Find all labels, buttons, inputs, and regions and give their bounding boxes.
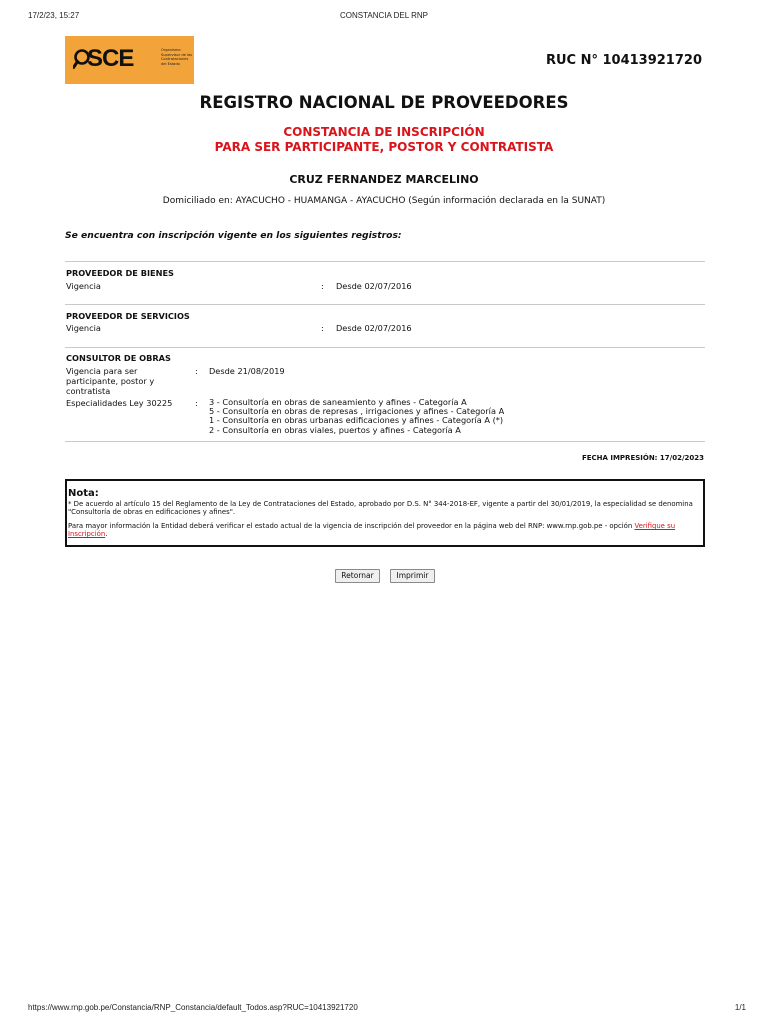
verify-inscription-link[interactable]: Verifique su Inscripción bbox=[68, 522, 676, 539]
divider bbox=[65, 304, 705, 305]
logo-subtitle: Organismo Supervisor de las Contrataciones del Estado bbox=[161, 48, 193, 66]
section-title-obras: CONSULTOR DE OBRAS bbox=[66, 353, 171, 363]
osce-logo bbox=[65, 36, 194, 84]
servicios-vigencia-value: Desde 02/07/2016 bbox=[336, 323, 412, 333]
note-paragraph-2-text: Para mayor información la Entidad deberá verificar el estado actual de la vigencia de inscripción del proveedor en la página web del RNP: www.rnp.gob.pe - opción bbox=[68, 522, 635, 530]
especialidad-item: 5 - Consultoría en obras de represas , irrigaciones y afines - Categoría A bbox=[209, 406, 505, 416]
obras-vigencia-colon: : bbox=[195, 366, 198, 376]
ruc-number: RUC N° 10413921720 bbox=[545, 53, 702, 68]
especialidad-item: 2 - Consultoría en obras viales, puertos y afines - Categoría A bbox=[209, 425, 461, 435]
print-date: 17/2/23, 15:27 bbox=[28, 11, 80, 20]
divider bbox=[65, 347, 705, 348]
note-paragraph-2-end: . bbox=[105, 530, 108, 539]
note-box bbox=[65, 479, 705, 547]
print-page-number: 1/1 bbox=[734, 1003, 746, 1012]
page-title: REGISTRO NACIONAL DE PROVEEDORES bbox=[199, 93, 569, 112]
print-button[interactable]: Imprimir bbox=[390, 569, 435, 583]
obras-vigencia-label-2: participante, postor y bbox=[66, 376, 155, 386]
print-date-label: FECHA IMPRESIÓN: 17/02/2023 bbox=[581, 454, 704, 462]
provider-name: CRUZ FERNANDEZ MARCELINO bbox=[289, 173, 479, 186]
obras-vigencia-label-3: contratista bbox=[66, 386, 111, 396]
section-title-bienes: PROVEEDOR DE BIENES bbox=[66, 268, 174, 278]
especialidad-item: 3 - Consultoría en obras de saneamiento y afines - Categoría A bbox=[209, 397, 467, 407]
servicios-colon: : bbox=[321, 323, 324, 333]
logo-brand-text: SCE bbox=[87, 45, 134, 72]
note-paragraph-2 bbox=[68, 522, 698, 539]
note-title: Nota: bbox=[68, 488, 99, 499]
especialidad-item: 1 - Consultoría en obras urbanas edificaciones y afines - Categoría A (*) bbox=[209, 415, 504, 425]
certificate-title-line2: PARA SER PARTICIPANTE, POSTOR Y CONTRATISTA bbox=[214, 140, 554, 154]
print-url: https://www.rnp.gob.pe/Constancia/RNP_Constancia/default_Todos.asp?RUC=10413921720 bbox=[28, 1003, 358, 1012]
certificate-title-line1: CONSTANCIA DE INSCRIPCIÓN bbox=[283, 125, 485, 139]
note-paragraph-1: * De acuerdo al artículo 15 del Reglamento de la Ley de Contrataciones del Estado, aprobado por D.S. N° 344-2018-EF, vigente a partir del 30/01/2019, la especialidad se denomina "Consultoría de obras en edificaciones y afines". bbox=[68, 500, 693, 517]
divider bbox=[65, 261, 705, 262]
section-title-servicios: PROVEEDOR DE SERVICIOS bbox=[66, 311, 190, 321]
registry-intro: Se encuentra con inscripción vigente en los siguientes registros: bbox=[65, 230, 402, 241]
bienes-vigencia-label: Vigencia bbox=[66, 281, 101, 291]
obras-especialidades-label: Especialidades Ley 30225 bbox=[66, 398, 173, 408]
servicios-vigencia-label: Vigencia bbox=[66, 323, 101, 333]
back-button[interactable]: Retornar bbox=[335, 569, 380, 583]
obras-vigencia-value: Desde 21/08/2019 bbox=[209, 366, 285, 376]
bienes-colon: : bbox=[321, 281, 324, 291]
obras-especialidades-colon: : bbox=[195, 398, 198, 408]
obras-vigencia-label-1: Vigencia para ser bbox=[66, 366, 138, 376]
print-title: CONSTANCIA DEL RNP bbox=[339, 11, 428, 20]
divider bbox=[65, 441, 705, 442]
provider-domicile: Domiciliado en: AYACUCHO - HUAMANGA - AYACUCHO (Según información declarada en la SUNAT) bbox=[162, 196, 606, 206]
bienes-vigencia-value: Desde 02/07/2016 bbox=[336, 281, 412, 291]
